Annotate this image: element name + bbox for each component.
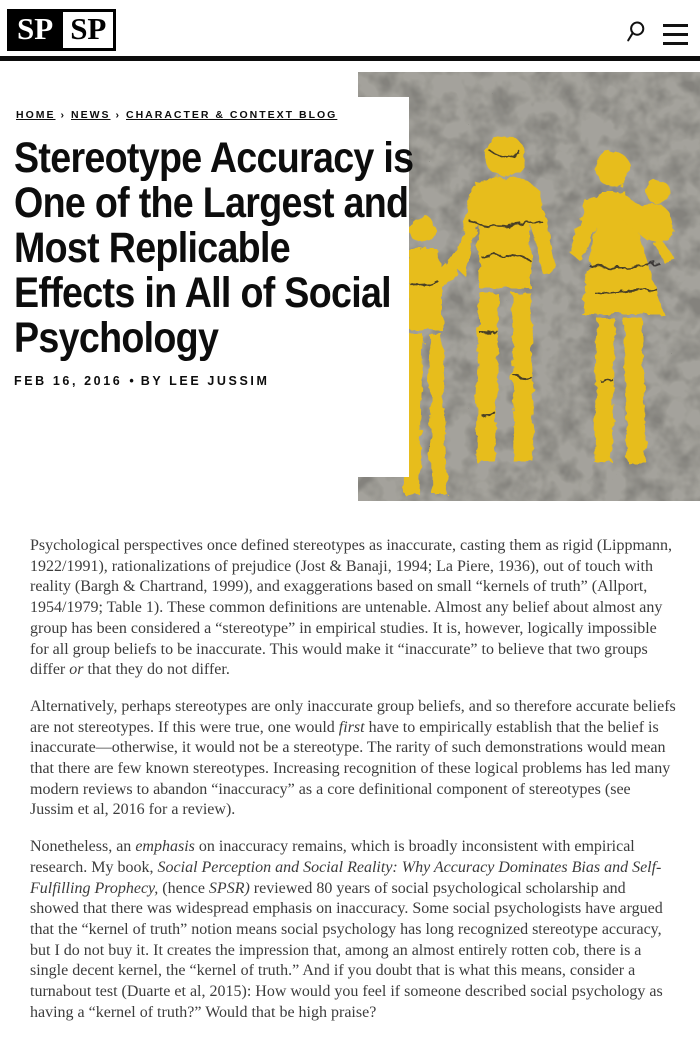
menu-icon[interactable]	[663, 24, 688, 45]
article-paragraph: Alternatively, perhaps stereotypes are only inaccurate group beliefs, and so therefore accurate beliefs are not stereotypes. If this were true, one would first have to empirically establish that the belief is inaccurate—otherwise, it would not be a stereotype. The rarity of such demonstrations would mean that there are few known stereotypes. Increasing recognition of these logical problems has led many modern reviews to abandon “inaccuracy” as a core definitional component of stereotypes (see Jussim et al, 2016 for a review).	[30, 697, 676, 819]
header-actions	[623, 20, 688, 49]
site-header	[0, 0, 700, 56]
article-paragraph: Nonetheless, an emphasis on inaccuracy remains, which is broadly inconsistent with empirical research. My book, Social Perception and Social Reality: Why Accuracy Dominates Bias and Self-Fulfilling Prophecy, (hence SPSR) reviewed 80 years of social psychological scholarship and showed that there was widespread emphasis on inaccuracy. Some social psychologists have argued that the “kernel of truth” notion means social psychology has long recognized stereotype accuracy, but I do not buy it. It creates the impression that, among an almost entirely rotten cob, there is a single decent kernel, the “kernel of truth.” And if you doubt that is what this means, consider a turnabout test (Duarte et al, 2015): How would you feel if someone described social psychology as having a “kernel of truth?” Would that be high praise?	[30, 838, 663, 1021]
breadcrumb-home[interactable]: HOME	[16, 109, 56, 121]
article-paragraph: Psychological perspectives once defined stereotypes as inaccurate, casting them as rigid (Lippmann, 1922/1991), rationalizations of prejudice (Jost & Banaji, 1994; La Piere, 1936), out of touch with reality (Bargh & Chartrand, 1999), and exaggerations based on small “kernels of truth” (Allport, 1954/1979; Table 1). These common definitions are untenable. Almost any belief about almost any group has been considered a “stereotype” in empirical studies. It is, however, logically impossible for all group beliefs to be inaccurate. This would make it “inaccurate” to believe that two groups differ or that they do not differ.	[30, 537, 673, 679]
breadcrumb-separator: ›	[60, 109, 66, 121]
meta-bullet: •	[129, 374, 134, 388]
page-title: Stereotype Accuracy is One of the Largest and Most Replicable Effects in All of Social Psychology	[14, 134, 414, 362]
breadcrumb-news[interactable]: NEWS	[71, 109, 111, 121]
header-divider	[0, 56, 700, 61]
article-date: FEB 16, 2016	[14, 374, 123, 388]
search-icon[interactable]	[623, 20, 647, 49]
article-meta	[14, 374, 409, 388]
logo-left-text: SP	[10, 12, 60, 48]
breadcrumb-blog[interactable]: CHARACTER & CONTEXT BLOG	[126, 109, 338, 121]
article-header	[0, 97, 414, 477]
logo-right-text: SP	[60, 12, 113, 48]
breadcrumb-separator: ›	[115, 109, 121, 121]
spsp-logo[interactable]	[7, 9, 116, 51]
breadcrumb	[16, 109, 409, 121]
article-body	[30, 536, 676, 1039]
article-byline: BY LEE JUSSIM	[140, 374, 270, 388]
